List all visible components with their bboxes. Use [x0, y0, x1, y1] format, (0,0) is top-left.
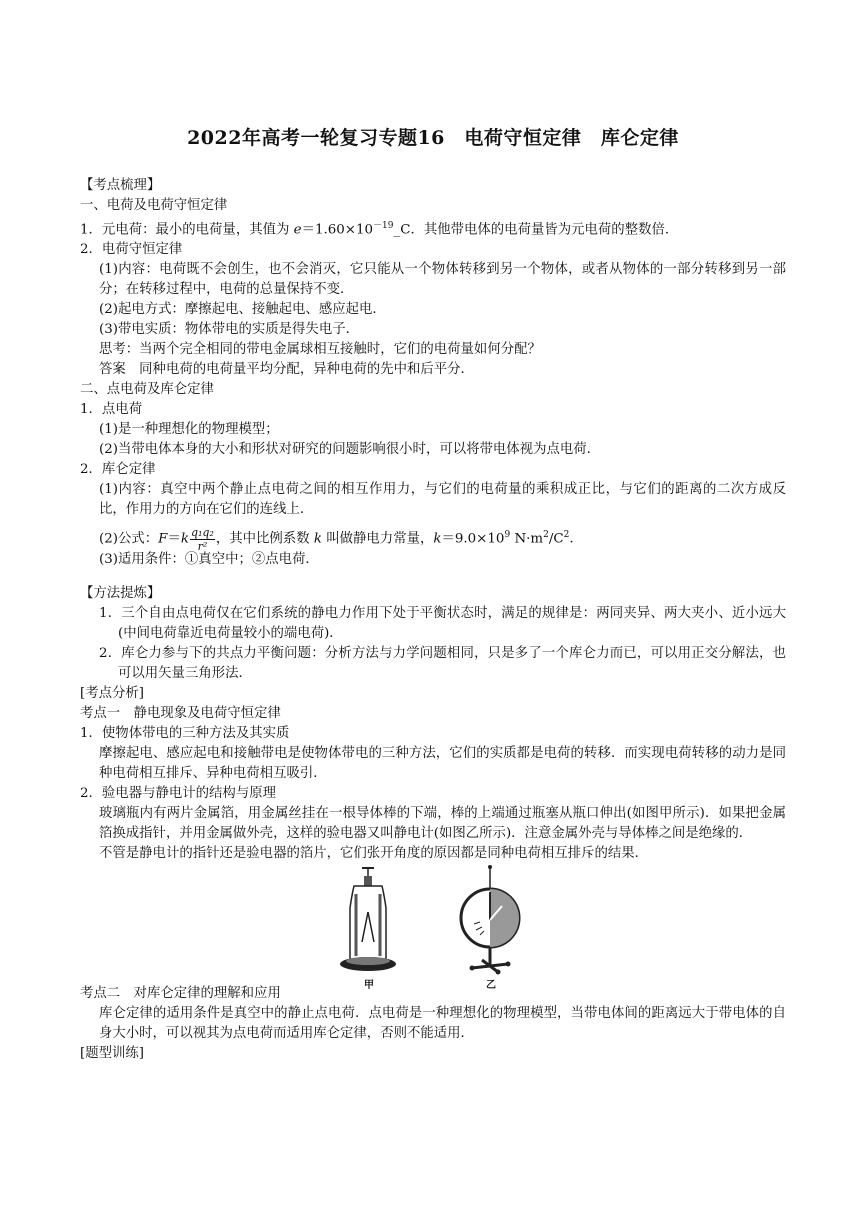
paragraph: 2．库仑力参与下的共点力平衡问题：分析方法与力学问题相同，只是多了一个库仑力而已，可以用正交分解法，也可以用矢量三角形法．: [99, 646, 786, 682]
paragraph: 库仑定律的适用条件是真空中的静止点电荷．点电荷是一种理想化的物理模型，当带电体间的距离远大于带电体的自身大小时，可以视其为点电荷而适用库仑定律，否则不能适用．: [99, 1006, 786, 1042]
subsection-heading: 二、点电荷及库仑定律: [80, 382, 214, 398]
paragraph-line: 2．电荷守恒定律: [80, 242, 183, 258]
paragraph-line: 1．元电荷：最小的电荷量，其值为 $e=1.60\times 10^{-19}\_C$．其他带电体的电荷量皆为元电荷的整数倍．: [80, 221, 679, 238]
paragraph-line: (2)当带电体本身的大小和形状对研究的问题影响很小时，可以将带电体视为点电荷．: [99, 442, 601, 458]
paragraph: 摩擦起电、感应起电和接触带电是使物体带电的三种方法，它们的实质都是电荷的转移．而实现电荷转移的动力是同种电荷相互排斥、异种电荷相互吸引．: [99, 746, 786, 782]
paragraph: 1．三个自由点电荷仅在它们系统的静电力作用下处于平衡状态时，满足的规律是：两同夹异、两大夹小、近小远大(中间电荷靠近电荷量较小的端电荷)．: [99, 606, 786, 642]
section-heading: [题型训练]: [80, 1046, 145, 1062]
paragraph-line: 1．点电荷: [80, 402, 143, 418]
paragraph: 玻璃瓶内有两片金属箔，用金属丝挂在一根导体棒的下端，棒的上端通过瓶塞从瓶口伸出(如图甲所示)．如果把金属箔换成指针，并用金属做外壳，这样的验电器又叫静电计(如图乙所示)．注意金属外壳与导体棒之间是绝缘的．: [99, 806, 786, 842]
section-heading: 【考点梳理】: [80, 178, 161, 193]
paragraph: (1)内容：电荷既不会创生，也不会消灭，它只能从一个物体转移到另一个物体，或者从物体的一部分转移到另一部分；在转移过程中，电荷的总量保持不变．: [99, 262, 786, 298]
subsection-heading: 考点二 对库仑定律的理解和应用: [80, 986, 281, 1002]
paragraph-line: 2．验电器与静电计的结构与原理: [80, 786, 276, 802]
paragraph-line: (3)适用条件：①真空中；②点电荷．: [99, 552, 319, 568]
formula-line: (2)公式：F＝k $\frac{\text{q₁q₂}}{\text{r²}}$ ，其中比例系数 k 叫做静电力常量，$k=9.0\times 10^9$ $N\cdot m^2/C^2$.: [99, 525, 574, 553]
body-text: [80, 176, 786, 1064]
paragraph-line: 思考：当两个完全相同的带电金属球相互接触时，它们的电荷量如何分配？: [99, 342, 541, 358]
paragraph-line: 2．库仑定律: [80, 462, 156, 478]
answer-line: 答案 同种电荷的电荷量平均分配，异种电荷的先中和后平分．: [99, 362, 474, 378]
section-heading: 【方法提炼】: [80, 586, 161, 602]
metal-electrometer: [461, 865, 519, 975]
paragraph-line: (3)带电实质：物体带电的实质是得失电子．: [99, 322, 359, 338]
electroscope-illustration: [332, 864, 532, 984]
caption-jia: 甲: [364, 980, 374, 992]
electroscope-figure: [80, 864, 786, 992]
page-title: 2022年高考一轮复习专题16 电荷守恒定律 库仑定律: [187, 127, 679, 149]
paragraph: (1)内容：真空中两个静止点电荷之间的相互作用力，与它们的电荷量的乘积成正比，与它们的距离的二次方成反比，作用力的方向在它们的连线上．: [99, 482, 786, 518]
subsection-heading: 考点一 静电现象及电荷守恒定律: [80, 706, 281, 722]
subsection-heading: 一、电荷及电荷守恒定律: [80, 198, 228, 213]
section-heading: [考点分析]: [80, 686, 145, 702]
paragraph-line: (2)起电方式：摩擦起电、接触起电、感应起电．: [99, 302, 386, 318]
coulomb-fraction: $\frac{\text{q₁q₂}}{\text{r²}}$: [190, 525, 214, 553]
document-page: [80, 122, 786, 1064]
paragraph-line: 1．使物体带电的三种方法及其实质: [80, 726, 290, 742]
paragraph-line: 不管是静电计的指针还是验电器的箔片，它们张开角度的原因都是同种电荷相互排斥的结果．: [99, 846, 649, 862]
paragraph-line: (1)是一种理想化的物理模型；: [99, 422, 279, 438]
caption-yi: 乙: [486, 980, 496, 992]
glass-electroscope: [340, 868, 396, 971]
